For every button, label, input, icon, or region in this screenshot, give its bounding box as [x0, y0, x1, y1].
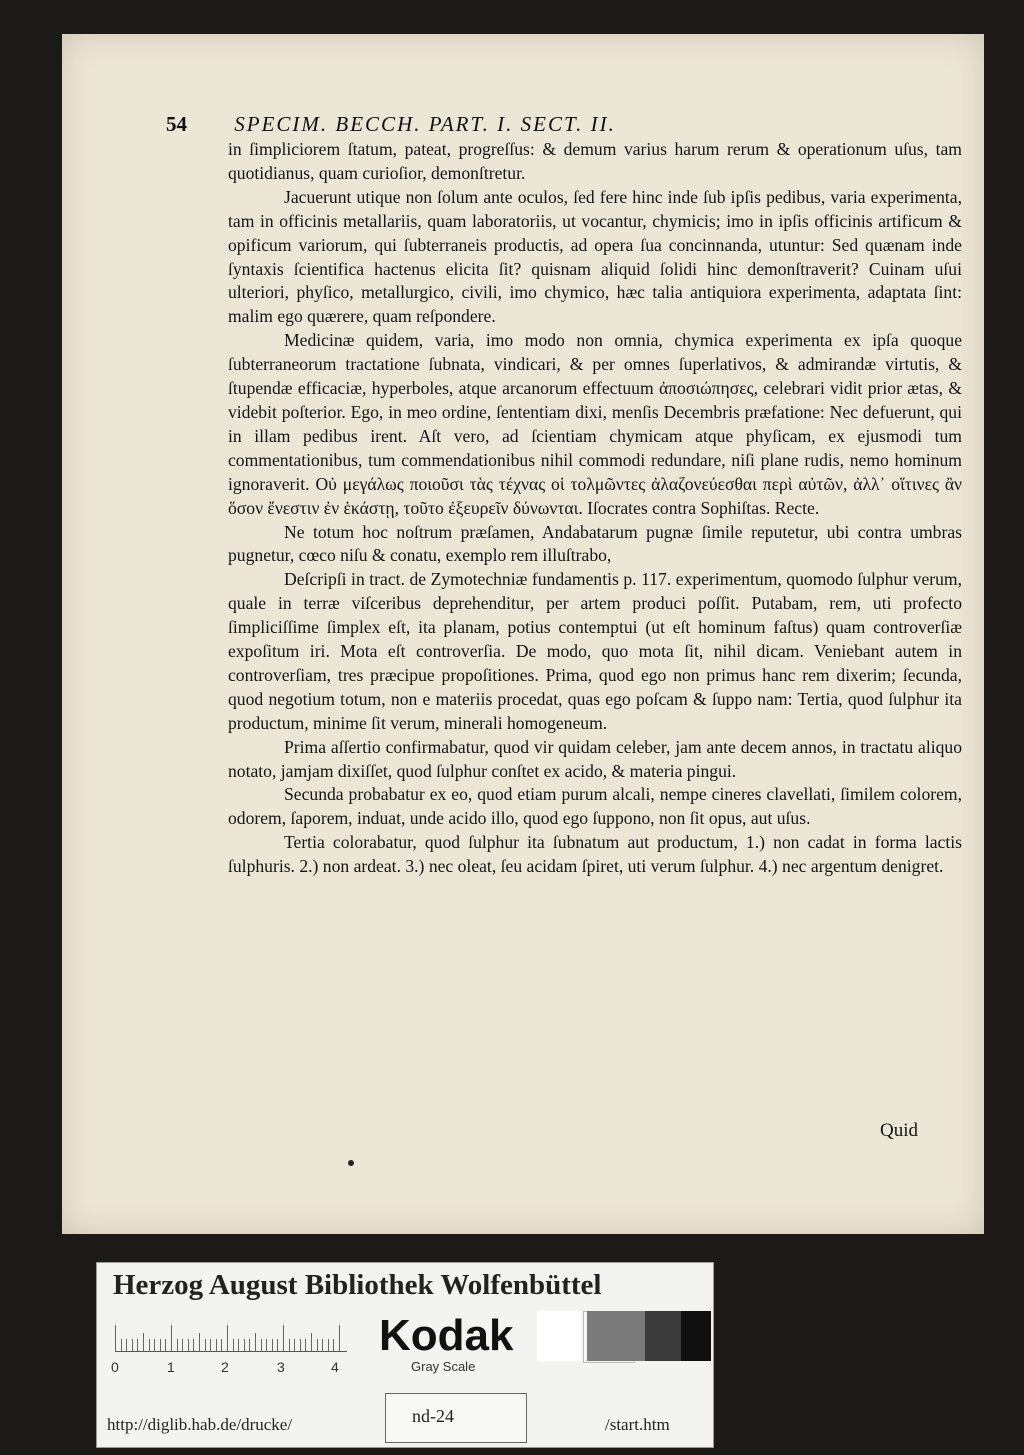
ruler-number: 0 — [111, 1359, 119, 1375]
ruler-number: 3 — [277, 1359, 285, 1375]
ruler-tick — [300, 1339, 301, 1351]
paragraph: Jacuerunt utique non ſolum ante oculos, ſed fere hinc inde ſub ipſis pedibus, varia experimenta, tam in officinis metallariis, quam laboratoriis, ut vocantur, chymicis; imo in ipſis officinis artificum & opificum variorum, qui ſubterraneis productis, ad opera ſua concinnanda, utuntur: Sed quænam inde ſyntaxis ſcientifica hactenus elicita ſit? quisnam aliquid ſolidi hinc demonſtraverit? Cuinam uſui ulteriori, phyſico, metallurgico, civili, imo chymico, hæc talia antiquiora experimenta, adaptata ſint: malim ego quærere, quam reſpondere. — [228, 186, 962, 327]
shelfmark: nd-24 — [412, 1406, 454, 1426]
ruler-tick — [132, 1339, 133, 1351]
ruler-scale — [115, 1321, 347, 1352]
paragraph: Deſcripſi in tract. de Zymotechniæ fundamentis p. 117. experimentum, quomodo ſulphur verum, quale in terræ viſceribus deprehenditur, per artem produci poſſit. Putabam, rem, uti profecto ſimpliciſſime ſimplex eſt, ita planam, potius contemptui (ut eſt hominum faſtus) quam controverſiæ expoſitum iri. Mota eſt controverſia. De modo, quo mota ſit, nihil dicam. Veniebant autem in controverſiam, tres præcipue propoſitiones. Prima, quod ego non primus hanc rem dixerim; ſecunda, quod negotium totum, non e materiis procedat, quas ego poſcam & ſuppo nam: Tertia, quod ſulphur ita productum, minime ſit verum, minerali homogeneum. — [228, 569, 962, 733]
ruler-tick — [193, 1339, 194, 1351]
ruler-tick — [126, 1339, 127, 1351]
ruler-tick — [154, 1339, 155, 1351]
ruler-tick — [210, 1339, 211, 1351]
swatch-dark — [645, 1311, 681, 1361]
ruler-tick — [182, 1339, 183, 1351]
ruler-tick — [160, 1339, 161, 1351]
ruler-tick — [294, 1339, 295, 1351]
url-right: /start.htm — [605, 1415, 670, 1434]
ruler-tick — [143, 1333, 144, 1351]
ruler-tick — [289, 1339, 290, 1351]
ruler-tick — [121, 1339, 122, 1351]
ruler-number: 2 — [221, 1359, 229, 1375]
ruler-tick — [261, 1339, 262, 1351]
ruler-tick — [188, 1339, 189, 1351]
ruler-tick — [266, 1339, 267, 1351]
swatch-mid — [587, 1311, 645, 1361]
ruler-tick — [305, 1339, 306, 1351]
ruler-tick — [311, 1333, 312, 1351]
paragraph: in ſimpliciorem ſtatum, pateat, progreſſus: & demum varius harum rerum & operationum uſus, tam quotidianus, quam curioſior, demonſtretur. — [228, 139, 962, 183]
ruler-tick — [149, 1339, 150, 1351]
page-number: 54 — [166, 112, 187, 136]
ruler-tick — [277, 1339, 278, 1351]
ruler-number: 1 — [167, 1359, 175, 1375]
paragraph: Medicinæ quidem, varia, imo modo non omnia, chymica experimenta ex ipſa quoque ſubterraneorum tractatione ſubnata, vindicari, & per omnes ſuperlativos, & admirandæ virtutis, & ſtupendæ efficaciæ, hyperboles, atque arcanorum effectuum ἀποσιώπησες, celebrari vidit prior ætas, & videbit poſterior. Ego, in meo ordine, ſententiam dixi, menſis Decembris præfatione: Nec defuerunt, qui in illam pedibus irent. Aſt vero, ad ſcientiam chymicam atque phyſicam, ex ejusmodi tum commentationibus, tum commendationibus nihil commodi redundare, niſi plane rudis, nemo hominum ignoraverit. Οὐ μεγάλως ποιοῦσι τὰς τέχνας οἱ τολμῶντες ἀλαζονεύεσθαι περὶ αὐτῶν, ἀλλ᾽ οἵτινες ἂν ὅσον ἔνεστιν ἐν ἑκάστῃ, τοῦτο ἐξευρεῖν δύνωνται. Iſocrates contra Sophiſtas. Recte. — [228, 330, 962, 518]
color-target-card — [96, 1262, 714, 1448]
ruler-tick — [205, 1339, 206, 1351]
paragraph: Ne totum hoc noſtrum præſamen, Andabatarum pugnæ ſimile reputetur, ubi contra umbras pugnetur, cœco niſu & conatu, exemplo rem illuſtrabo, — [228, 521, 962, 566]
ruler-tick — [227, 1325, 228, 1351]
institution-name: Herzog August Bibliothek Wolfenbüttel — [113, 1269, 602, 1301]
ruler-tick — [328, 1339, 329, 1351]
ruler-tick — [249, 1339, 250, 1351]
paragraph: Secunda probabatur ex eo, quod etiam purum alcali, nempe cineres clavellati, ſimilem colorem, odorem, ſaporem, induat, unde acido illo, quod ego ſuppono, non ſit opus, aut uſus. — [228, 784, 962, 829]
ruler-number: 4 — [331, 1359, 339, 1375]
gray-scale-label: Gray Scale — [411, 1359, 476, 1374]
ruler-tick — [233, 1339, 234, 1351]
ruler-tick — [272, 1339, 273, 1351]
ruler-tick — [199, 1333, 200, 1351]
ruler-tick — [115, 1325, 116, 1351]
ink-speck — [348, 1160, 354, 1166]
ruler-tick — [255, 1333, 256, 1351]
ruler-tick — [137, 1339, 138, 1351]
swatch-black — [681, 1311, 711, 1361]
ruler-tick — [216, 1339, 217, 1351]
ruler-tick — [177, 1339, 178, 1351]
ruler-tick — [333, 1339, 334, 1351]
running-head: SPECIM. BECCH. PART. I. SECT. II. — [234, 112, 616, 136]
kodak-logo: Kodak — [379, 1311, 514, 1360]
body-text — [228, 138, 962, 879]
url-left: http://diglib.hab.de/drucke/ — [107, 1415, 293, 1434]
shelfmark-box — [385, 1393, 527, 1443]
ruler-tick — [171, 1325, 172, 1351]
ruler-tick — [238, 1339, 239, 1351]
catchword: Quid — [880, 1120, 918, 1141]
swatch-white — [537, 1311, 581, 1361]
ruler-tick — [221, 1339, 222, 1351]
paragraph: Tertia colorabatur, quod ſulphur ita ſubnatum aut productum, 1.) non cadat in forma lactis ſulphuris. 2.) non ardeat. 3.) nec oleat, ſeu acidam ſpiret, uti verum ſulphur. 4.) nec argentum denigret. — [228, 832, 962, 877]
ruler-tick — [339, 1325, 340, 1351]
page-header — [166, 112, 806, 137]
paragraph: Prima aſſertio confirmabatur, quod vir quidam celeber, jam ante decem annos, in tractatu aliquo notato, jamjam dixiſſet, quod ſulphur conſtet ex acido, & materia pingui. — [228, 736, 962, 781]
ruler-tick — [244, 1339, 245, 1351]
ruler-tick — [322, 1339, 323, 1351]
ruler-tick — [165, 1339, 166, 1351]
ruler-tick — [283, 1325, 284, 1351]
ruler-tick — [317, 1339, 318, 1351]
